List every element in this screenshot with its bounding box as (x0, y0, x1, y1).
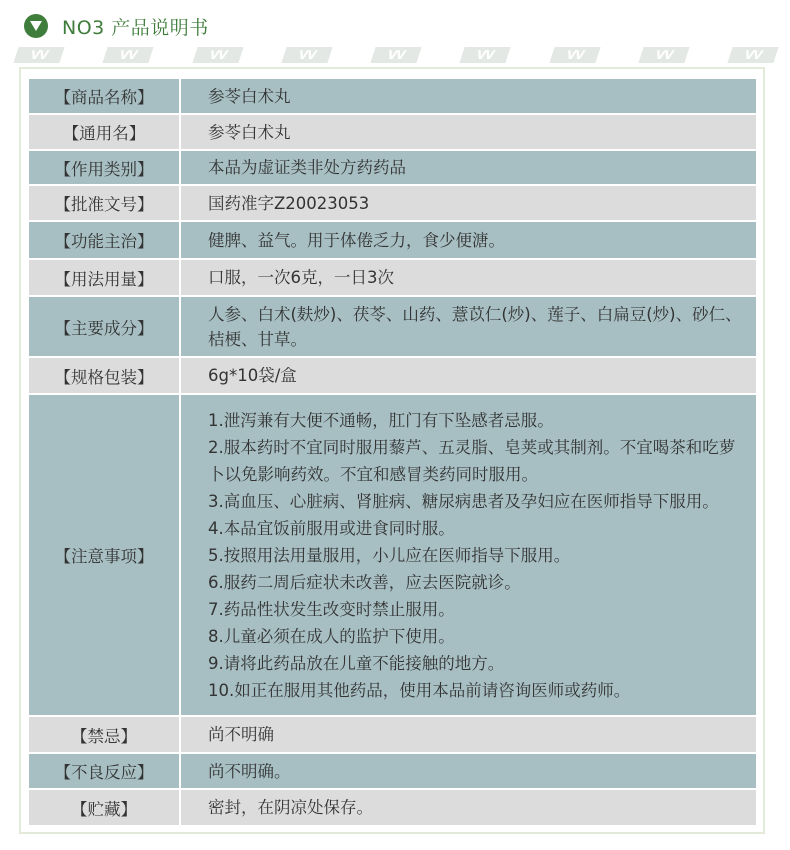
table-row (28, 259, 757, 296)
product-info-table (27, 77, 758, 827)
page-header (24, 12, 209, 40)
table-row (28, 221, 757, 259)
note-item: 3.高血压、心脏病、肾脏病、糖尿病患者及孕妇应在医师指导下服用。 (208, 491, 719, 511)
note-item: 8.儿童必须在成人的监护下使用。 (208, 626, 455, 646)
row-label: 【贮藏】 (28, 789, 180, 826)
watermark-logo: VV (103, 47, 154, 63)
row-value: 尚不明确。 (180, 753, 757, 789)
watermark-logo: VV (727, 47, 778, 63)
row-label: 【功能主治】 (28, 221, 180, 259)
row-label: 【通用名】 (28, 114, 180, 150)
watermark-logo: VV (13, 47, 64, 63)
row-value: 人参、白术(麸炒)、茯苓、山药、薏苡仁(炒)、莲子、白扁豆(炒)、砂仁、桔梗、甘草。 (180, 296, 757, 357)
row-label: 【规格包装】 (28, 357, 180, 394)
row-value: 健脾、益气。用于体倦乏力，食少便溏。 (180, 221, 757, 259)
row-value: 参苓白术丸 (180, 114, 757, 150)
note-item: 7.药品性状发生改变时禁止服用。 (208, 599, 455, 619)
row-label: 【主要成分】 (28, 296, 180, 357)
note-item: 6.服药二周后症状未改善，应去医院就诊。 (208, 572, 521, 592)
watermark-logo: VV (281, 47, 332, 63)
watermark-row (16, 44, 776, 66)
notes-cell (180, 394, 757, 716)
down-triangle-icon (24, 14, 48, 38)
row-label: 【作用类别】 (28, 150, 180, 185)
watermark-logo: VV (192, 47, 243, 63)
table-row (28, 357, 757, 394)
row-value: 本品为虚证类非处方药药品 (180, 150, 757, 185)
row-label: 【批准文号】 (28, 185, 180, 221)
table-row (28, 394, 757, 716)
page-title: NO3 产品说明书 (62, 16, 209, 39)
row-value: 6g*10袋/盒 (180, 357, 757, 394)
table-row (28, 789, 757, 826)
row-label: 【禁忌】 (28, 716, 180, 753)
row-label: 【用法用量】 (28, 259, 180, 296)
row-label: 【商品名称】 (28, 78, 180, 114)
note-item: 5.按照用法用量服用，小儿应在医师指导下服用。 (208, 545, 571, 565)
table-row (28, 716, 757, 753)
table-row (28, 296, 757, 357)
table-row (28, 114, 757, 150)
watermark-logo: VV (638, 47, 689, 63)
table-row (28, 753, 757, 789)
note-item: 1.泄泻兼有大便不通畅，肛门有下坠感者忌服。 (208, 410, 554, 430)
table-row (28, 185, 757, 221)
row-label: 【注意事项】 (28, 394, 180, 716)
note-item: 10.如正在服用其他药品，使用本品前请咨询医师或药师。 (208, 680, 631, 700)
row-label: 【不良反应】 (28, 753, 180, 789)
table-row (28, 78, 757, 114)
note-item: 4.本品宜饭前服用或进食同时服。 (208, 518, 455, 538)
watermark-logo: VV (549, 47, 600, 63)
row-value: 国药准字Z20023053 (180, 185, 757, 221)
row-value: 参苓白术丸 (180, 78, 757, 114)
row-value: 密封，在阴凉处保存。 (180, 789, 757, 826)
row-value: 口服，一次6克，一日3次 (180, 259, 757, 296)
watermark-logo: VV (460, 47, 511, 63)
row-value: 尚不明确 (180, 716, 757, 753)
table-row (28, 150, 757, 185)
note-item: 2.服本药时不宜同时服用藜芦、五灵脂、皂荚或其制剂。不宜喝茶和吃萝卜以免影响药效。不宜和感冒类药同时服用。 (208, 437, 736, 484)
watermark-logo: VV (370, 47, 421, 63)
note-item: 9.请将此药品放在儿童不能接触的地方。 (208, 653, 505, 673)
